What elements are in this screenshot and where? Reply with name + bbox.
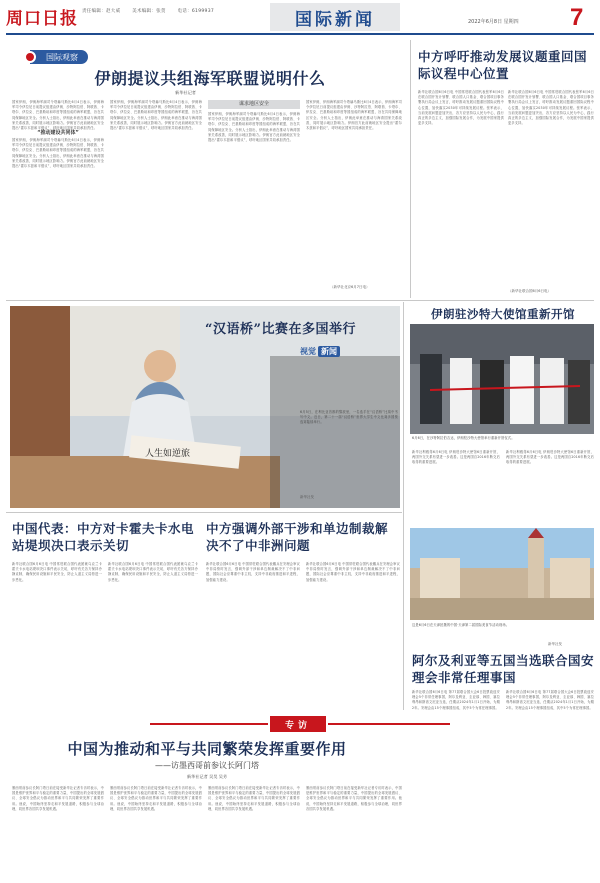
embassy-photo bbox=[410, 324, 594, 434]
special-byline: 新华社记者 吴昊 吴芳 bbox=[186, 774, 228, 779]
africa-text-col2: 新华社联合国6月6日电 中国常驻联合国代表戴兵在安理会审议中非局势时发言，强调外部干涉和单边制裁解决不了中非问题，国际社会应尊重中非主权，支持中非政府推进和平进程，加强能力建设。 bbox=[306, 562, 400, 582]
section-rule bbox=[6, 300, 594, 301]
special-subtitle: ——访墨西哥前参议长阿门塔 bbox=[155, 761, 259, 770]
special-label: 专访 bbox=[270, 716, 326, 732]
masthead-rule bbox=[6, 33, 594, 35]
embassy-headline: 伊朗驻沙特大使馆重新开馆 bbox=[431, 307, 575, 321]
editor-credit: 责任编辑：赵大威 bbox=[82, 9, 121, 14]
tianjin-caption: 这是6月6日在天津拍摄的中国·天津第二届国际美食节活动现场。 bbox=[412, 623, 510, 627]
iran-text-col4: 国家伊朗，伊朗海军副司令塔赫马斯比6月4日表示，伊朗海军司令伊拉尼日前提议组建由伊朗、沙特阿拉伯、阿联酋、卡塔尔、伊拉克、巴基斯坦和印度等国组成的海军联盟，旨在共同保障地区安全。分析人士指出，伊朗此举意在推动与海湾国家关系改善，同时展示地区影响力。伊朗官方此前就地区安全提出“霍尔木兹和平倡议”，呼吁地区国家共同承担责任。 bbox=[306, 100, 402, 131]
masthead-meta bbox=[82, 8, 224, 14]
tag-dot-icon bbox=[24, 51, 36, 63]
iran-text-col1b: 国家伊朗，伊朗海军副司令塔赫马斯比6月4日表示，伊朗海军司令伊拉尼日前提议组建由伊朗、沙特阿拉伯、阿联酋、卡塔尔、伊拉克、巴基斯坦和印度等国组成的海军联盟，旨在共同保障地区安全。分析人士指出，伊朗此举意在推动与海湾国家关系改善，同时展示地区影响力。伊朗官方此前就地区安全提出“霍尔木兹和平倡议”，呼吁地区国家共同承担责任。 bbox=[12, 138, 104, 169]
designer-credit: 美术编辑：张贺 bbox=[132, 9, 166, 14]
development-text-col2: 新华社联合国6月6日电 中国常驻联合国代表张军6月6日在联合国开发计划署、联合国人口基金、联合国项目事务署执行局会议上发言，呼吁推动发展议题重回国际议程中心位置，加快落实2030年可持续发展议程。张军表示，当前发展问题更加突出，各方应坚持以人民为中心，践行真正的多边主义，加强国际发展合作，为发展中国家提供更多支持。 bbox=[508, 90, 594, 126]
iran-byline: 新华社记者 bbox=[175, 90, 196, 95]
iran-text-col1a: 国家伊朗，伊朗海军副司令塔赫马斯比6月4日表示，伊朗海军司令伊拉尼日前提议组建由伊朗、沙特阿拉伯、阿联酋、卡塔尔、伊拉克、巴基斯坦和印度等国组成的海军联盟，旨在共同保障地区安全。分析人士指出，伊朗此举意在推动与海湾国家关系改善，同时展示地区影响力。伊朗官方此前就地区安全提出“霍尔木兹和平倡议”，呼吁地区国家共同承担责任。 bbox=[12, 100, 104, 131]
hanyu-credit: 新华社发 bbox=[300, 495, 314, 499]
africa-text-col1: 新华社联合国6月6日电 中国常驻联合国代表戴兵在安理会审议中非局势时发言，强调外部干涉和单边制裁解决不了中非问题，国际社会应尊重中非主权，支持中非政府推进和平进程，加强能力建设。 bbox=[206, 562, 300, 582]
development-text-col1: 新华社联合国6月6日电 中国常驻联合国代表张军6月6日在联合国开发计划署、联合国人口基金、联合国项目事务署执行局会议上发言，呼吁推动发展议题重回国际议程中心位置，加快落实2030年可持续发展议程。张军表示，当前发展问题更加突出，各方应坚持以人民为中心，践行真正的多边主义，加强国际发展合作，为发展中国家提供更多支持。 bbox=[418, 90, 504, 126]
special-text-col2: 墨西哥前参议长阿门塔日前在接受新华社记者专访时表示，中国是维护世界和平与稳定的重要力量，中国提出的全球发展倡议、全球安全倡议为推动世界和平与共同繁荣发挥了重要作用。他说，中国始终坚持走和平发展道路，积极参与全球治理，同世界各国共享发展机遇。 bbox=[110, 786, 202, 811]
badge-text-1: 视觉 bbox=[300, 347, 316, 356]
banner-line-right bbox=[328, 723, 450, 725]
special-text-col1: 墨西哥前参议长阿门塔日前在接受新华社记者专访时表示，中国是维护世界和平与稳定的重要力量，中国提出的全球发展倡议、全球安全倡议为推动世界和平与共同繁荣发挥了重要作用。他说，中国始终坚持走和平发展道路，积极参与全球治理，同世界各国共享发展机遇。 bbox=[12, 786, 104, 811]
embassy-caption: 6月6日，在沙特阿拉伯吉达，伊朗驻沙特大使馆举行重新开馆仪式。 bbox=[412, 436, 515, 440]
development-footer: （新华社联合国6月6日电） bbox=[508, 289, 551, 293]
tianjin-credit: 新华社发 bbox=[548, 642, 562, 646]
hanyu-caption: 6月5日，在利比亚首都的黎波里，一名选手在“汉语桥”比赛中书写中文。近日，第二十一届“汉语桥”世界大学生中文比赛多国预选赛陆续举行。 bbox=[300, 410, 398, 425]
observe-tag bbox=[30, 50, 88, 64]
page-number: 7 bbox=[570, 4, 584, 31]
embassy-text-col2: 新华社利雅得6月6日电 伊朗驻沙特大使馆6日重新开馆，两国外交关系有望进一步改善。这是两国自2016年断交后取得的重要进展。 bbox=[506, 450, 594, 465]
special-text-col4: 墨西哥前参议长阿门塔日前在接受新华社记者专访时表示，中国是维护世界和平与稳定的重要力量，中国提出的全球发展倡议、全球安全倡议为推动世界和平与共同繁荣发挥了重要作用。他说，中国始终坚持走和平发展道路，积极参与全球治理，同世界各国共享发展机遇。 bbox=[306, 786, 402, 811]
iran-subhead-1: “推动建设共同体” bbox=[37, 130, 79, 136]
iran-footer: （新华社北京6月7日电） bbox=[330, 285, 370, 289]
dam-headline: 中国代表：中方对卡霍夫卡水电站堤坝决口表示关切 bbox=[12, 521, 195, 553]
iran-text-col3: 国家伊朗，伊朗海军副司令塔赫马斯比6月4日表示，伊朗海军司令伊拉尼日前提议组建由伊朗、沙特阿拉伯、阿联酋、卡塔尔、伊拉克、巴基斯坦和印度等国组成的海军联盟，旨在共同保障地区安全。分析人士指出，伊朗此举意在推动与海湾国家关系改善，同时展示地区影响力。伊朗官方此前就地区安全提出“霍尔木兹和平倡议”，呼吁地区国家共同承担责任。 bbox=[208, 112, 300, 143]
special-banner bbox=[150, 716, 450, 732]
tag-label: 国际观察 bbox=[46, 52, 78, 62]
dam-text-col1: 新华社联合国6月6日电 中国常驻联合国代表团就乌克兰卡霍夫卡水电站堤坝决口事件表示关切，呼吁有关各方保持冷静克制，确保民用设施和平民安全，防止人道主义局势进一步恶化。 bbox=[12, 562, 102, 582]
iran-text-col2: 国家伊朗，伊朗海军副司令塔赫马斯比6月4日表示，伊朗海军司令伊拉尼日前提议组建由伊朗、沙特阿拉伯、阿联酋、卡塔尔、伊拉克、巴基斯坦和印度等国组成的海军联盟，旨在共同保障地区安全。分析人士指出，伊朗此举意在推动与海湾国家关系改善，同时展示地区影响力。伊朗官方此前就地区安全提出“霍尔木兹和平倡议”，呼吁地区国家共同承担责任。 bbox=[110, 100, 202, 131]
embassy-text-col1: 新华社利雅得6月6日电 伊朗驻沙特大使馆6日重新开馆，两国外交关系有望进一步改善。这是两国自2016年断交后取得的重要进展。 bbox=[412, 450, 500, 465]
tianjin-photo bbox=[410, 528, 594, 620]
badge-text-2: 新闻 bbox=[318, 346, 340, 357]
section-title: 国际新闻 bbox=[270, 3, 400, 31]
unsc-headline: 阿尔及利亚等五国当选联合国安理会非常任理事国 bbox=[412, 653, 595, 685]
dam-text-col2: 新华社联合国6月6日电 中国常驻联合国代表团就乌克兰卡霍夫卡水电站堤坝决口事件表示关切，呼吁有关各方保持冷静克制，确保民用设施和平民安全，防止人道主义局势进一步恶化。 bbox=[108, 562, 198, 582]
special-headline: 中国为推动和平与共同繁荣发挥重要作用 bbox=[67, 740, 347, 758]
iran-headline: 伊朗提议共组海军联盟说明什么 bbox=[94, 69, 326, 88]
iran-subhead-2: 谋求地区安全 bbox=[208, 100, 300, 109]
hanyu-headline: “汉语桥”比赛在多国举行 bbox=[205, 322, 356, 337]
special-text-col3: 墨西哥前参议长阿门塔日前在接受新华社记者专访时表示，中国是维护世界和平与稳定的重要力量，中国提出的全球发展倡议、全球安全倡议为推动世界和平与共同繁荣发挥了重要作用。他说，中国始终坚持走和平发展道路，积极参与全球治理，同世界各国共享发展机遇。 bbox=[208, 786, 300, 811]
newspaper-logo: 周口日报 bbox=[6, 9, 78, 29]
africa-headline: 中方强调外部干涉和单边制裁解决不了中非洲问题 bbox=[206, 521, 389, 553]
development-headline: 中方呼吁推动发展议题重回国际议程中心位置 bbox=[418, 49, 588, 81]
banner-line-left bbox=[150, 723, 268, 725]
column-divider bbox=[410, 40, 411, 298]
visual-news-badge bbox=[300, 346, 340, 357]
embassy-photo-illustration bbox=[410, 324, 594, 434]
hotline: 电话：6199937 bbox=[177, 9, 215, 14]
unsc-text-col2: 新华社联合国6月6日电 第77届联合国大会6日投票改选安理会5个非常任理事国，阿尔及利亚、圭亚那、韩国、塞拉利昂和斯洛文尼亚当选，任期从2024年1月1日开始，为期2年。安理会由15个理事国组成，其中5个为常任理事国。 bbox=[506, 690, 594, 710]
publication-date: 2022年6月8日 星期四 bbox=[468, 19, 519, 25]
svg-text:人生如逆旅: 人生如逆旅 bbox=[145, 449, 191, 459]
unsc-text-col1: 新华社联合国6月6日电 第77届联合国大会6日投票改选安理会5个非常任理事国，阿尔及利亚、圭亚那、韩国、塞拉利昂和斯洛文尼亚当选，任期从2024年1月1日开始，为期2年。安理会由15个理事国组成，其中5个为常任理事国。 bbox=[412, 690, 500, 710]
column-divider bbox=[403, 302, 404, 710]
tianjin-photo-illustration bbox=[410, 528, 594, 620]
section-rule bbox=[6, 512, 402, 513]
